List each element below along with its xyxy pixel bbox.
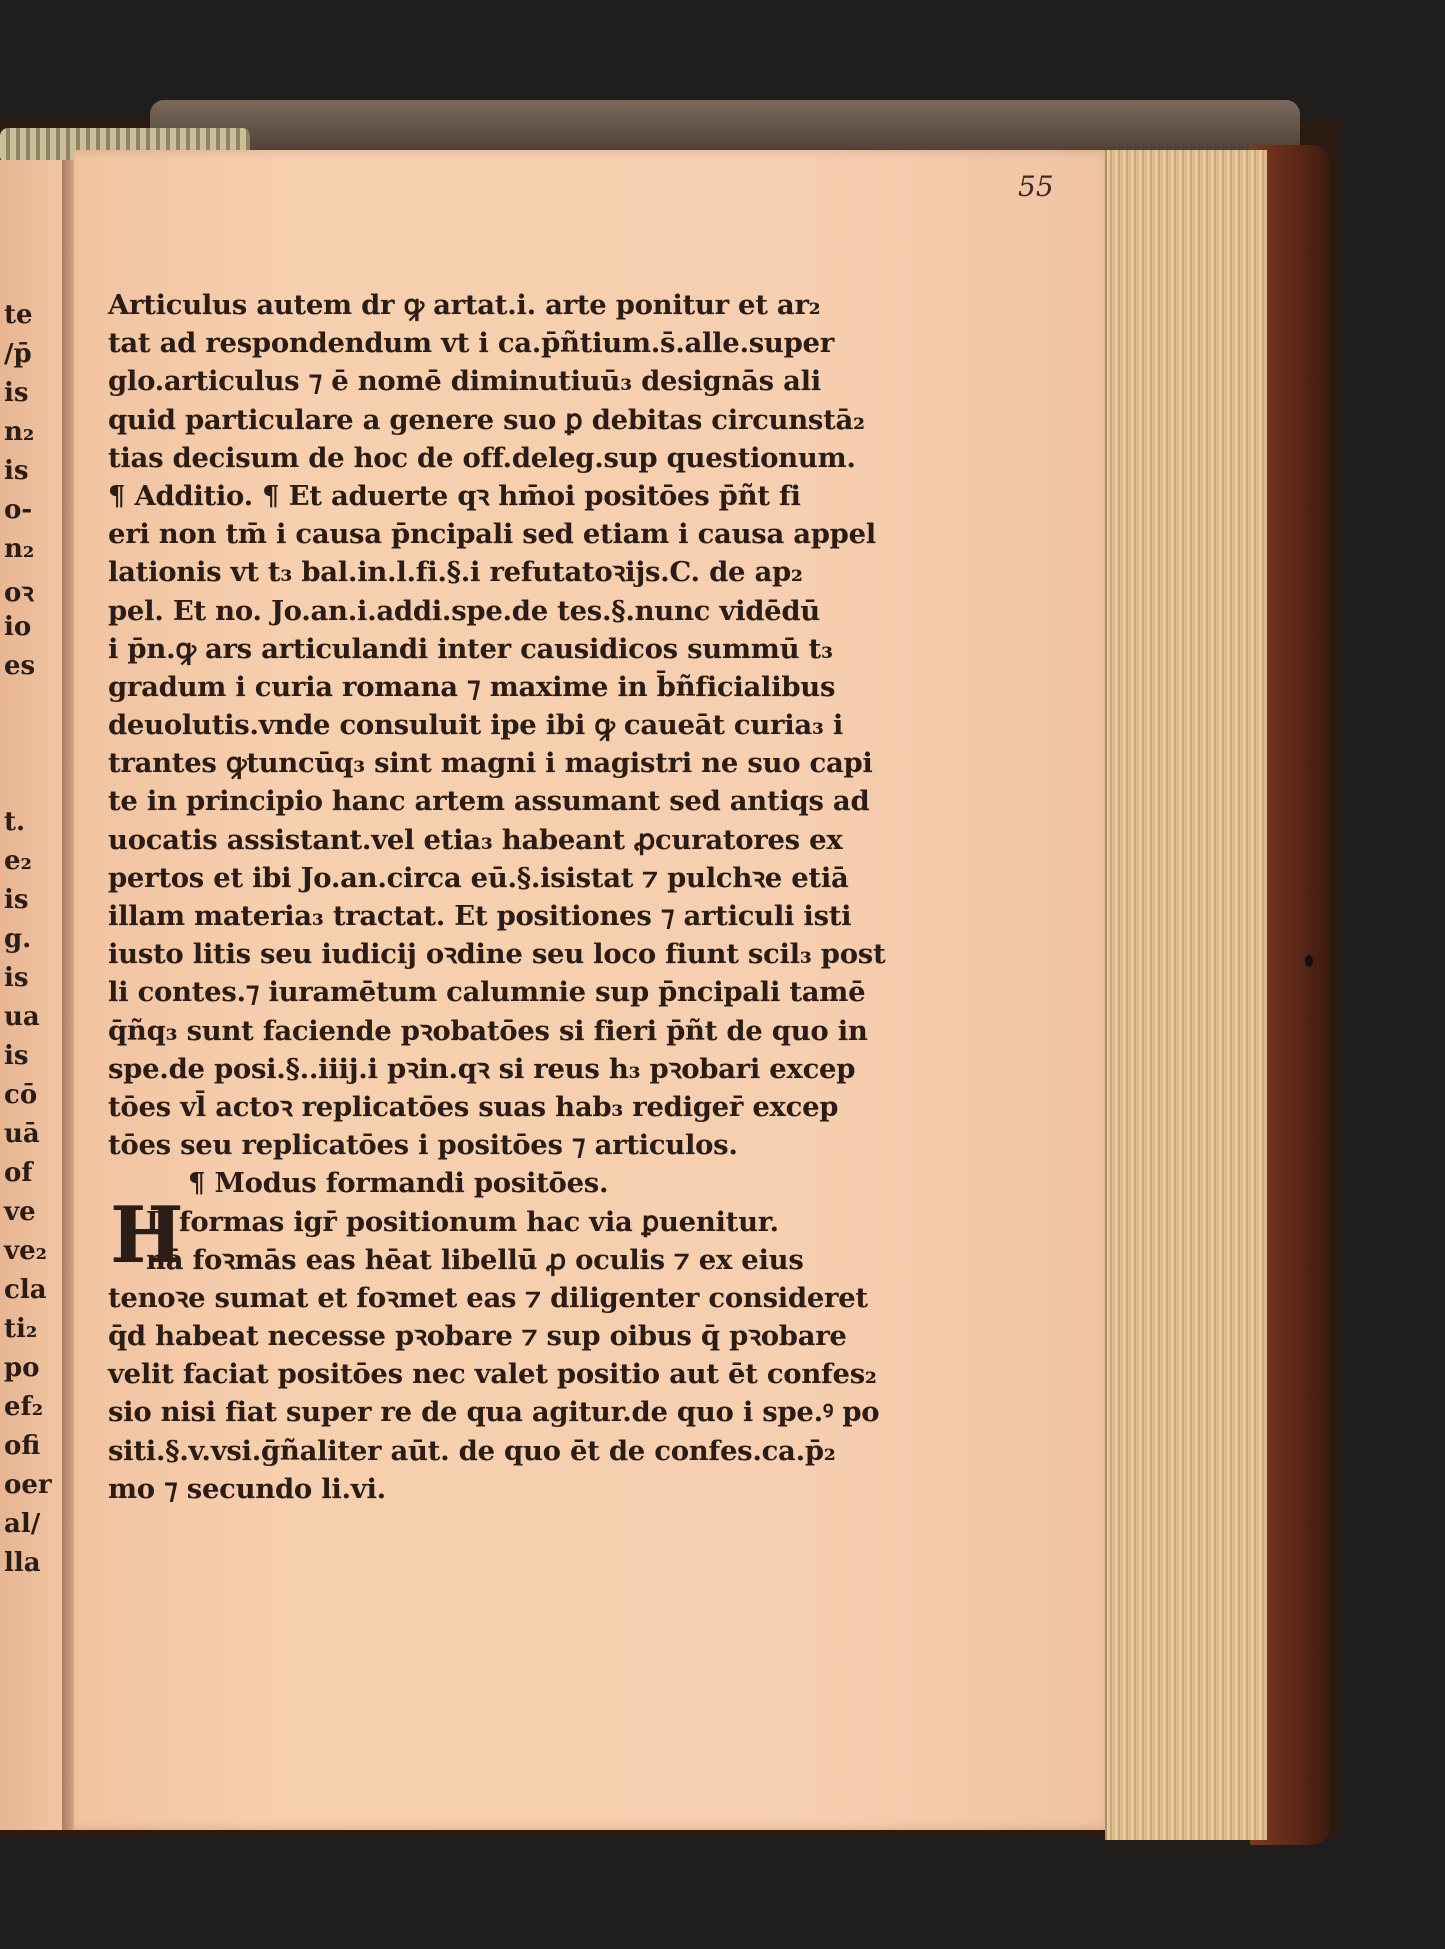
text-line: pertos et ibi Jo.an.circa eū.§.isistat ⁊ pulchꝛe etiā (108, 861, 849, 894)
left-page-fragment: is (4, 378, 29, 408)
left-page-fragment: oꝛ (4, 578, 34, 608)
text-line: te in principio hanc artem assumant sed antiqs ad (108, 785, 870, 818)
left-page-fragment: g. (4, 924, 32, 954)
text-line: siti.§.v.vsi.ḡñaliter aūt. de quo ēt de confes.ca.p̄₂ (108, 1434, 836, 1467)
text-line: gradum i curia romana ⁊ maxime in b̄ñficialibus (108, 670, 836, 703)
left-page-fragment: n₂ (4, 534, 35, 564)
text-line: nā foꝛmās eas hēat libellū ꝓ oculis ⁊ ex eius (146, 1243, 804, 1276)
text-line: eri non tm̄ i causa p̄ncipali sed etiam i causa appel (108, 518, 876, 551)
left-page-fragment: oer (4, 1470, 52, 1500)
text-line: iusto litis seu iudicij oꝛdine seu loco fiunt scil₃ post (108, 938, 886, 971)
worm-hole (1305, 955, 1313, 967)
left-page-fragment: is (4, 456, 29, 486)
left-page-fragment: of (4, 1158, 33, 1188)
left-page-fragment: te (4, 300, 33, 330)
text-line: Articulus autem dr ꝙ artat.i. arte ponitur et ar₂ (108, 289, 821, 321)
left-page-fragment: ve (4, 1197, 36, 1227)
page-edges (1105, 150, 1267, 1840)
text-line: q̄ñq₃ sunt faciende pꝛobatōes si fieri p̄ñt de quo in (108, 1014, 868, 1047)
left-page-fragment: ti₂ (4, 1314, 38, 1344)
left-page-fragment: o- (4, 495, 33, 525)
left-page-fragment: t. (4, 807, 26, 837)
text-line: velit faciat positōes nec valet positio aut ēt confes₂ (108, 1358, 877, 1391)
left-page (0, 160, 68, 1830)
left-page-fragment: uā (4, 1119, 40, 1149)
left-page-fragment: is (4, 963, 29, 993)
text-line: ¶ Additio. ¶ Et aduerte qꝛ hm̄oi positōes p̄ñt fi (108, 479, 801, 512)
left-page-fragment: ua (4, 1002, 40, 1032)
drop-capital: H (110, 1190, 184, 1281)
text-line: q̄d habeat necesse pꝛobare ⁊ sup oibus q̄ pꝛobare (108, 1320, 847, 1353)
text-line: mo ⁊ secundo li.vi. (108, 1472, 386, 1505)
text-line: tōes vl̄ actoꝛ replicatōes suas hab₃ rediger̄ excep (108, 1090, 839, 1123)
left-page-fragment: is (4, 1041, 29, 1071)
left-page-fragment: lla (4, 1548, 41, 1578)
left-page-fragment: es (4, 651, 36, 681)
left-page-fragment: cō (4, 1080, 38, 1110)
text-line: deuolutis.vnde consuluit ipe ibi ꝙ caueāt curia₃ i (108, 709, 844, 742)
left-page-fragment: ve₂ (4, 1236, 48, 1266)
text-line: quid particulare a genere suo ꝑ debitas circunstā₂ (108, 403, 865, 436)
left-page-fragment: is (4, 885, 29, 915)
left-page-fragment: /p̄ (4, 339, 32, 369)
text-line: spe.de posi.§..iiij.i pꝛin.qꝛ si reus h₃ pꝛobari excep (108, 1052, 856, 1085)
left-page-fragment: e₂ (4, 846, 32, 876)
text-line: ¶ Modus formandi positōes. (188, 1167, 609, 1200)
text-line: trantes ꝙtuncūq₃ sint magni i magistri ne suo capi (108, 747, 873, 780)
text-line: uocatis assistant.vel etia₃ habeant ꝓcuratores ex (108, 823, 843, 856)
text-line: sio nisi fiat super re de qua agitur.de quo i spe.ꝰ po (108, 1396, 880, 1429)
text-line: tias decisum de hoc de off.deleg.sup questionum. (108, 441, 856, 474)
text-line: tenoꝛe sumat et foꝛmet eas ⁊ diligenter consideret (108, 1281, 868, 1314)
left-page-fragment: n₂ (4, 417, 35, 447)
left-page-fragment: ef₂ (4, 1392, 44, 1422)
folio-number: 55 (1018, 170, 1054, 203)
left-page-fragment: ofi (4, 1431, 41, 1461)
text-line: li contes.⁊ iuramētum calumnie sup p̄ncipali tamē (108, 976, 866, 1009)
left-page-fragment: io (4, 612, 32, 642)
text-line: pel. Et no. Jo.an.i.addi.spe.de tes.§.nunc vidēdū (108, 594, 820, 627)
text-block (108, 286, 888, 1508)
text-line: tōes seu replicatōes i positōes ⁊ articulos. (108, 1129, 738, 1162)
left-page-fragment: al/ (4, 1509, 41, 1539)
left-page-fragment: cla (4, 1275, 47, 1305)
text-line: i p̄n.ꝙ ars articulandi inter causidicos summū t₃ (108, 632, 833, 665)
text-line: lationis vt t₃ bal.in.l.fi.§.i refutatoꝛijs.C. de ap₂ (108, 556, 803, 589)
left-page-fragment: po (4, 1353, 40, 1383)
text-line: D formas igr̄ positionum hac via ꝑuenitur. (146, 1205, 779, 1238)
text-line: glo.articulus ⁊ ē nomē diminutiuū₃ designās ali (108, 365, 821, 398)
text-line: tat ad respondendum vt i ca.p̄ñtium.s̄.alle.super (108, 327, 834, 360)
text-line: illam materia₃ tractat. Et positiones ⁊ articuli isti (108, 900, 852, 932)
